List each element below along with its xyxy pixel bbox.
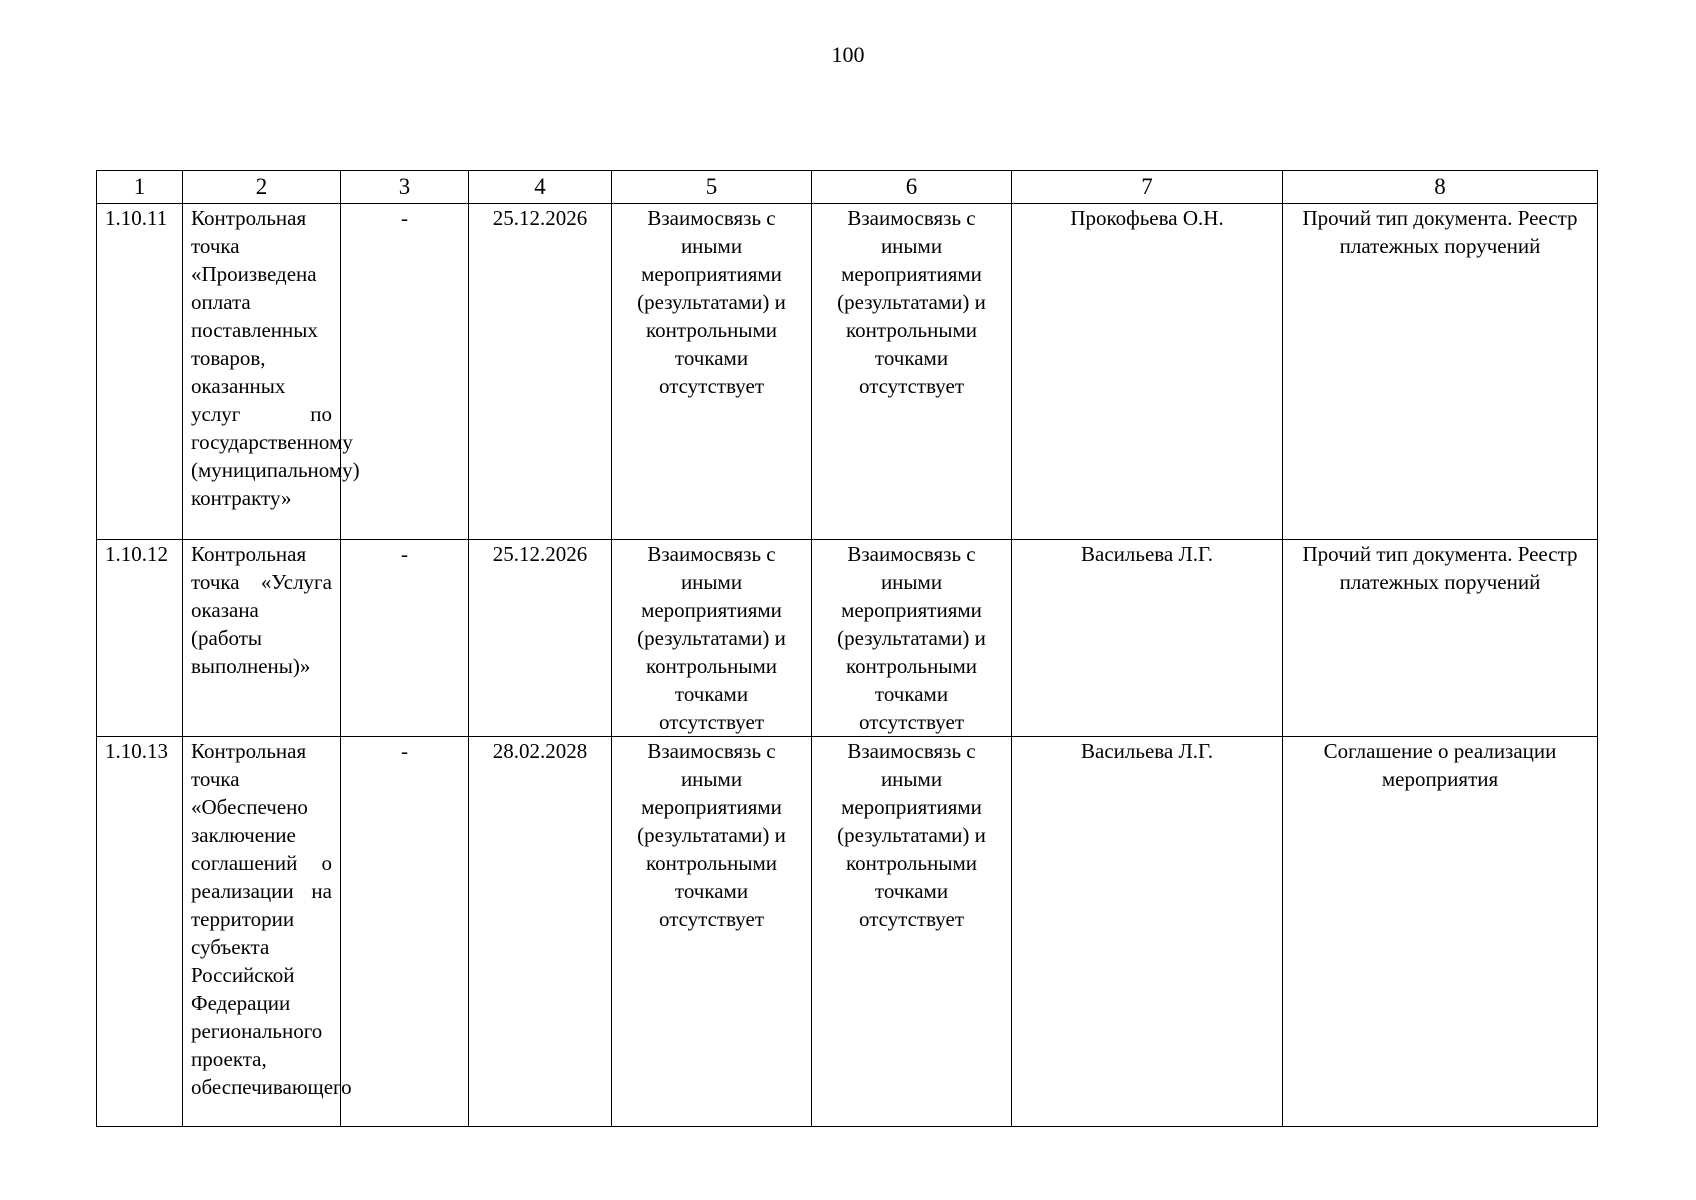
responsible-cell: Васильева Л.Г. <box>1012 540 1283 737</box>
column-header-4: 4 <box>469 171 612 204</box>
column-3-cell: - <box>341 204 469 540</box>
relationship-cell-5: Взаимосвязь с иными мероприятиями (результатами) и контрольными точками отсутствует <box>612 737 812 1127</box>
document-type-cell: Прочий тип документа. Реестр платежных поручений <box>1283 204 1598 540</box>
header-row <box>97 171 1598 204</box>
column-header-3: 3 <box>341 171 469 204</box>
responsible-cell: Прокофьева О.Н. <box>1012 204 1283 540</box>
date-cell: 28.02.2028 <box>469 737 612 1127</box>
column-header-7: 7 <box>1012 171 1283 204</box>
column-header-5: 5 <box>612 171 812 204</box>
column-header-6: 6 <box>812 171 1012 204</box>
table-row <box>97 737 1598 1127</box>
control-point-name-cell: Контрольная точка «Обеспечено заключение соглашений о реализации на территории субъекта Российской Федерации регионального проекта, обеспечивающего <box>183 737 341 1127</box>
relationship-cell-6: Взаимосвязь с иными мероприятиями (результатами) и контрольными точками отсутствует <box>812 737 1012 1127</box>
relationship-cell-6: Взаимосвязь с иными мероприятиями (результатами) и контрольными точками отсутствует <box>812 204 1012 540</box>
row-number-cell: 1.10.12 <box>97 540 183 737</box>
date-cell: 25.12.2026 <box>469 540 612 737</box>
relationship-cell-6: Взаимосвязь с иными мероприятиями (результатами) и контрольными точками отсутствует <box>812 540 1012 737</box>
column-header-8: 8 <box>1283 171 1598 204</box>
table-row <box>97 540 1598 737</box>
control-point-name-cell: Контрольная точка «Произведена оплата поставленных товаров, оказанных услуг по государственному (муниципальному) контракту» <box>183 204 341 540</box>
control-point-name-cell: Контрольная точка «Услуга оказана (работы выполнены)» <box>183 540 341 737</box>
column-header-2: 2 <box>183 171 341 204</box>
column-3-cell: - <box>341 737 469 1127</box>
document-type-cell: Прочий тип документа. Реестр платежных поручений <box>1283 540 1598 737</box>
document-type-cell: Соглашение о реализации мероприятия <box>1283 737 1598 1127</box>
table-row <box>97 204 1598 540</box>
page-number: 100 <box>831 42 865 67</box>
responsible-cell: Васильева Л.Г. <box>1012 737 1283 1127</box>
date-cell: 25.12.2026 <box>469 204 612 540</box>
column-header-1: 1 <box>97 171 183 204</box>
relationship-cell-5: Взаимосвязь с иными мероприятиями (результатами) и контрольными точками отсутствует <box>612 540 812 737</box>
row-number-cell: 1.10.11 <box>97 204 183 540</box>
relationship-cell-5: Взаимосвязь с иными мероприятиями (результатами) и контрольными точками отсутствует <box>612 204 812 540</box>
column-3-cell: - <box>341 540 469 737</box>
document-table <box>96 170 1598 1127</box>
row-number-cell: 1.10.13 <box>97 737 183 1127</box>
